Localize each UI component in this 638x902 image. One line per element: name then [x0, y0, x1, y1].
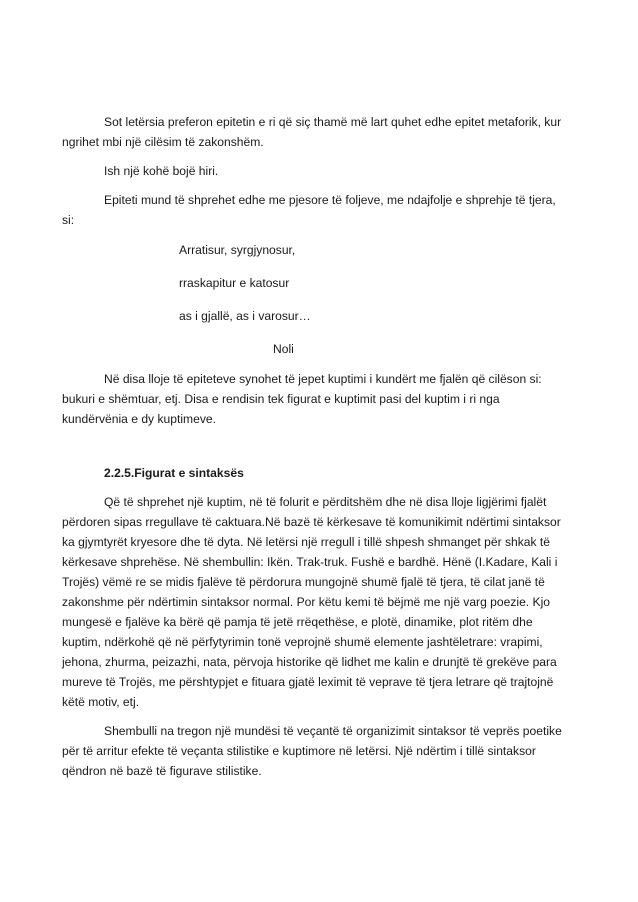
paragraph-epitet-forms: Epiteti mund të shprehet edhe me pjesore të foljeve, me ndajfolje e shprehje të tjera, si: [62, 193, 556, 227]
paragraph-syntax-example: Shembulli na tregon një mundësi të veçantë të organizimit sintaksor të veprës poetike për të arritur efekte të veçanta stilistike e kuptimore në letërsi. Një ndërtim i tillë sintaksor qëndron në bazë të figurave stilistike. [62, 724, 562, 778]
verse-line: rraskapitur e katosur [179, 276, 290, 290]
verse-line: as i gjallë, as i varosur… [179, 309, 311, 323]
document-body [62, 112, 562, 781]
section-heading: 2.2.5.Figurat e sintaksës [104, 466, 244, 480]
paragraph-syntax-figures: Që të shprehet një kuptim, në të folurit e përditshëm dhe në disa lloje ligjërimi fjalët përdoren sipas rregullave të caktuara.Në bazë të kërkesave të komunikimit ndërtimi sintaksor ka gjymtyrët kryesore dhe të dyta. Në letërsi një rregull i tillë shpesh shmanget për shkak të kërkesave shprehëse. Në shembullin: Ikën. Trak-truk. Fushë e bardhë. Hënë (I.Kadare, Kali i Trojës) vëmë re se midis fjalëve të përdorura mungojnë shumë fjalë të tjera, të cilat janë të zakonshme për ndërtimin sintaksor normal. Por këtu kemi të bëjmë me një varg poezie. Kjo mungesë e fjalëve ka bërë që pamja të jetë rrëqethëse, e plotë, dinamike, plot ritëm dhe kuptim, ndërkohë që në përfytyrimin tonë veprojnë shumë elemente jashtëletrare: vrapimi, jehona, zhurma, peizazhi, nata, përvoja historike që lidhet me kalin e drunjtë të grekëve para mureve të Trojës, me përshtypjet e fituara gjatë leximit të veprave të tjera letrare që trajtojnë këtë motiv, etj. [62, 495, 561, 709]
paragraph-epitet-metaforik: Sot letërsia preferon epitetin e ri që siç thamë më lart quhet edhe epitet metaforik, kur ngrihet mbi një cilësim të zakonshëm. [62, 115, 562, 149]
paragraph-contrast-epitet: Në disa lloje të epiteteve synohet të jepet kuptimi i kundërt me fjalën që cilëson si: bukuri e shëmtuar, etj. Disa e rendisin tek figurat e kuptimit pasi del kuptim i ri nga kundërvënia e dy kuptimeve. [62, 372, 542, 426]
verse-author: Noli [273, 342, 294, 356]
verse-line: Arratisur, syrgjynosur, [179, 243, 296, 257]
verse-quote [62, 240, 562, 326]
paragraph-example-sentence: Ish një kohë bojë hiri. [104, 164, 219, 178]
